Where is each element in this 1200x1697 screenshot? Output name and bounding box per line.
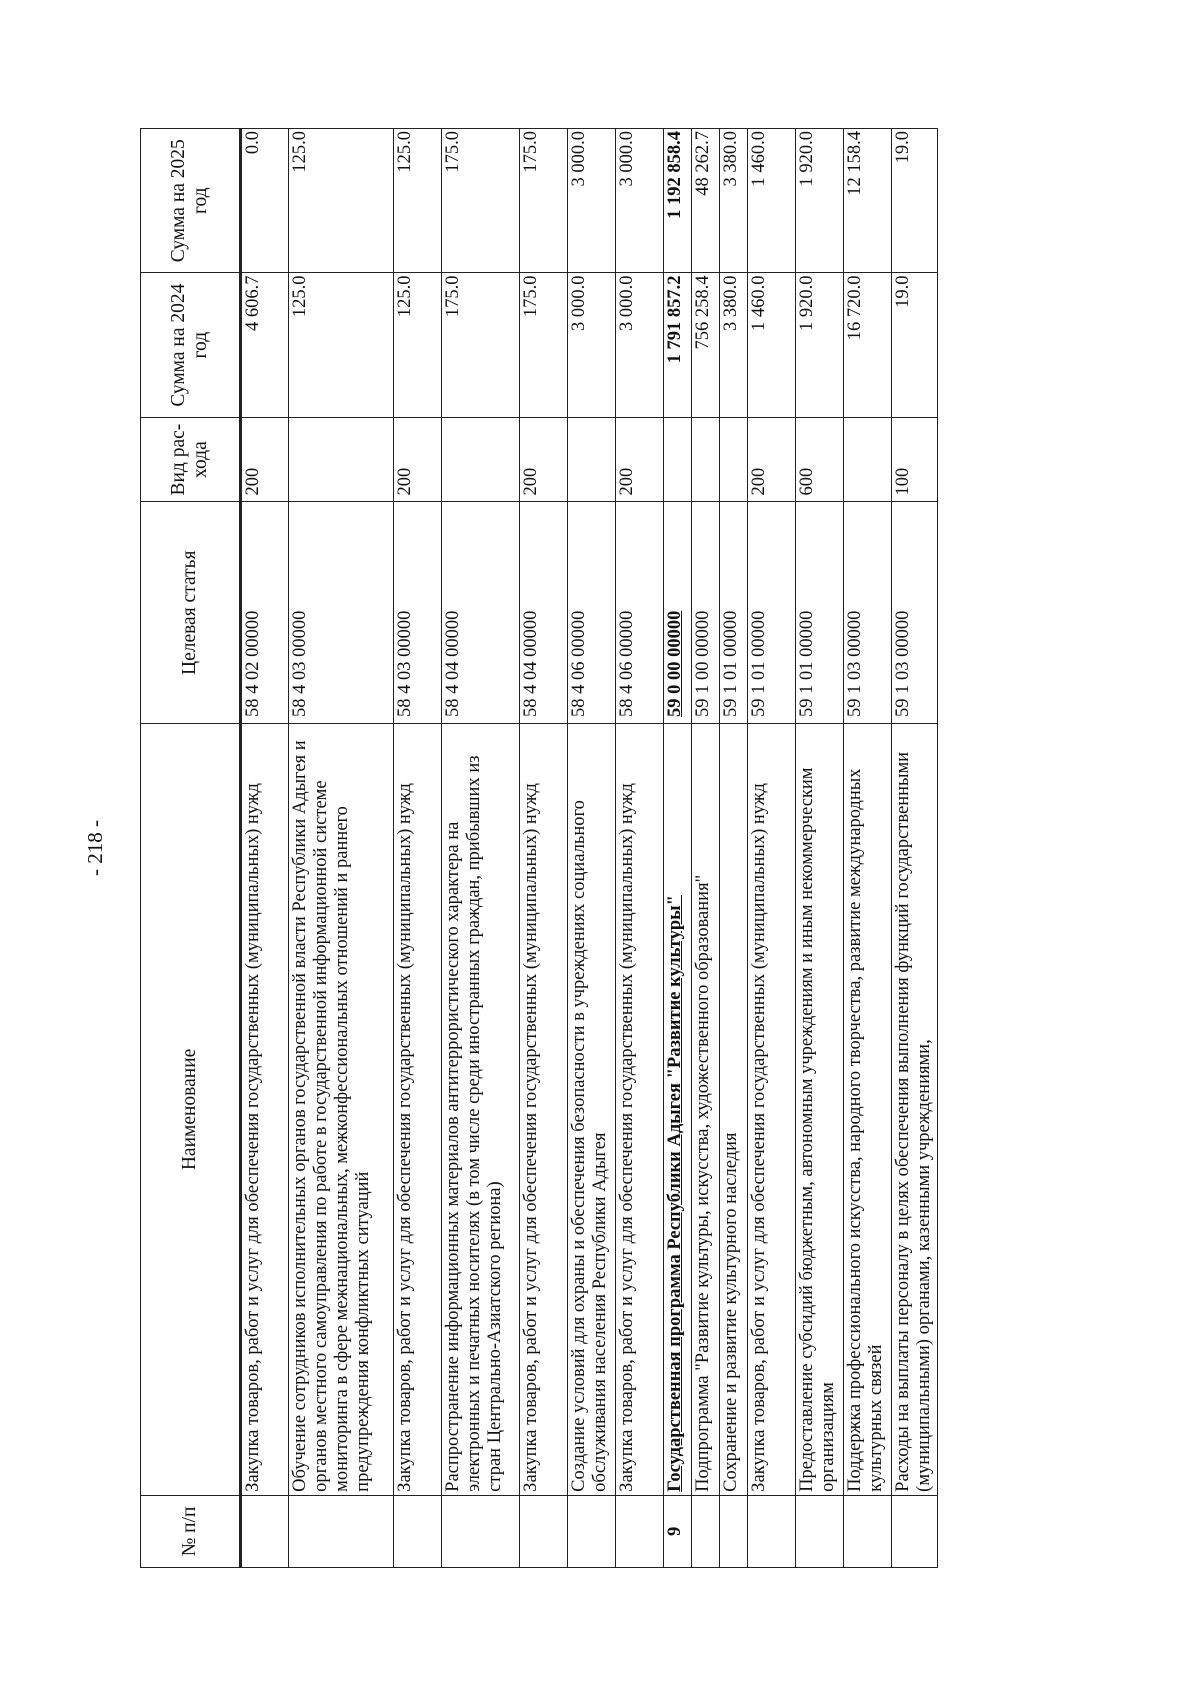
row-sum-2025: 175.0 bbox=[520, 129, 568, 273]
row-number bbox=[892, 1495, 938, 1567]
rotated-table-container bbox=[140, 128, 1066, 1568]
table-row bbox=[394, 129, 442, 1568]
row-sum-2024: 19.0 bbox=[892, 273, 938, 417]
row-sum-2025: 3 000.0 bbox=[568, 129, 616, 273]
table-row bbox=[692, 129, 720, 1568]
row-expense-type: 200 bbox=[241, 417, 289, 502]
row-name: Создание условий для охраны и обеспечения безопасности в учреждениях социального обслуживания населения Республики Адыгея bbox=[568, 724, 616, 1496]
table-row bbox=[616, 129, 664, 1568]
row-target-article: 58 4 04 00000 bbox=[442, 502, 520, 724]
row-number bbox=[442, 1495, 520, 1567]
row-expense-type: 200 bbox=[748, 417, 796, 502]
row-name: Закупка товаров, работ и услуг для обеспечения государственных (муниципальных) нужд bbox=[616, 724, 664, 1496]
row-sum-2024: 175.0 bbox=[442, 273, 520, 417]
row-sum-2025: 1 192 858.4 bbox=[664, 129, 692, 273]
row-sum-2024: 1 791 857.2 bbox=[664, 273, 692, 417]
row-sum-2024: 1 460.0 bbox=[748, 273, 796, 417]
row-number bbox=[568, 1495, 616, 1567]
row-sum-2024: 3 000.0 bbox=[616, 273, 664, 417]
header-code: Целевая статья bbox=[141, 502, 241, 724]
header-num: № п/п bbox=[141, 1495, 241, 1567]
row-expense-type bbox=[664, 417, 692, 502]
row-target-article: 59 1 01 00000 bbox=[796, 502, 844, 724]
table-row bbox=[844, 129, 892, 1568]
row-sum-2025: 19.0 bbox=[892, 129, 938, 273]
row-sum-2025: 1 920.0 bbox=[796, 129, 844, 273]
row-expense-type: 200 bbox=[394, 417, 442, 502]
row-expense-type bbox=[720, 417, 748, 502]
table-row bbox=[748, 129, 796, 1568]
table-row bbox=[568, 129, 616, 1568]
row-sum-2024: 3 000.0 bbox=[568, 273, 616, 417]
row-number bbox=[520, 1495, 568, 1567]
row-number bbox=[796, 1495, 844, 1567]
row-number bbox=[394, 1495, 442, 1567]
row-target-article: 59 1 03 00000 bbox=[892, 502, 938, 724]
row-target-article: 58 4 04 00000 bbox=[520, 502, 568, 724]
row-sum-2025: 1 460.0 bbox=[748, 129, 796, 273]
row-target-article: 58 4 03 00000 bbox=[394, 502, 442, 724]
row-sum-2025: 48 262.7 bbox=[692, 129, 720, 273]
row-name: Закупка товаров, работ и услуг для обеспечения государственных (муниципальных) нужд bbox=[241, 724, 289, 1496]
table-row bbox=[720, 129, 748, 1568]
row-name: Поддержка профессионального искусства, народного творчества, развитие международных культурных связей bbox=[844, 724, 892, 1496]
row-expense-type: 600 bbox=[796, 417, 844, 502]
header-row bbox=[141, 129, 241, 1568]
row-number: 9 bbox=[664, 1495, 692, 1567]
row-number bbox=[720, 1495, 748, 1567]
row-expense-type: 200 bbox=[520, 417, 568, 502]
header-sum-2025: Сумма на 2025 год bbox=[141, 129, 241, 273]
row-sum-2024: 4 606.7 bbox=[241, 273, 289, 417]
row-name: Обучение сотрудников исполнительных органов государственной власти Республики Адыгея и органов местного самоуправления по работе в государственной информационной системе мониторинга в сфере межнациональных, межконфессиональных отношений и раннего предупреждения конфликтных ситуаций bbox=[289, 724, 394, 1496]
budget-table bbox=[140, 128, 938, 1568]
row-sum-2024: 3 380.0 bbox=[720, 273, 748, 417]
row-sum-2025: 12 158.4 bbox=[844, 129, 892, 273]
table-row bbox=[664, 129, 692, 1568]
row-sum-2024: 125.0 bbox=[289, 273, 394, 417]
row-sum-2025: 0.0 bbox=[241, 129, 289, 273]
row-name: Сохранение и развитие культурного наследия bbox=[720, 724, 748, 1496]
table-row bbox=[892, 129, 938, 1568]
row-target-article: 59 1 03 00000 bbox=[844, 502, 892, 724]
header-name: Наименование bbox=[141, 724, 241, 1496]
header-vid: Вид рас-хода bbox=[141, 417, 241, 502]
row-expense-type bbox=[568, 417, 616, 502]
row-target-article: 58 4 06 00000 bbox=[568, 502, 616, 724]
row-target-article: 59 0 00 00000 bbox=[664, 502, 692, 724]
row-expense-type bbox=[289, 417, 394, 502]
row-sum-2024: 1 920.0 bbox=[796, 273, 844, 417]
row-name: Расходы на выплаты персоналу в целях обеспечения выполнения функций государственными (муниципальными) органами, казенными учреждениями, bbox=[892, 724, 938, 1496]
row-sum-2024: 175.0 bbox=[520, 273, 568, 417]
row-sum-2024: 756 258.4 bbox=[692, 273, 720, 417]
row-sum-2024: 16 720.0 bbox=[844, 273, 892, 417]
row-sum-2025: 125.0 bbox=[289, 129, 394, 273]
row-name: Предоставление субсидий бюджетным, автономным учреждениям и иным некоммерческим организациям bbox=[796, 724, 844, 1496]
row-sum-2025: 3 000.0 bbox=[616, 129, 664, 273]
row-expense-type bbox=[692, 417, 720, 502]
row-expense-type bbox=[442, 417, 520, 502]
row-number bbox=[844, 1495, 892, 1567]
row-name: Закупка товаров, работ и услуг для обеспечения государственных (муниципальных) нужд bbox=[748, 724, 796, 1496]
row-target-article: 59 1 01 00000 bbox=[748, 502, 796, 724]
page-number: - 218 - bbox=[83, 820, 107, 876]
table-row bbox=[442, 129, 520, 1568]
row-expense-type bbox=[844, 417, 892, 502]
row-sum-2025: 175.0 bbox=[442, 129, 520, 273]
row-number bbox=[289, 1495, 394, 1567]
row-number bbox=[748, 1495, 796, 1567]
row-number bbox=[241, 1495, 289, 1567]
row-number bbox=[616, 1495, 664, 1567]
header-sum-2024: Сумма на 2024 год bbox=[141, 273, 241, 417]
table-row bbox=[241, 129, 289, 1568]
table-row bbox=[796, 129, 844, 1568]
row-name: Закупка товаров, работ и услуг для обеспечения государственных (муниципальных) нужд bbox=[394, 724, 442, 1496]
row-name: Закупка товаров, работ и услуг для обеспечения государственных (муниципальных) нужд bbox=[520, 724, 568, 1496]
row-sum-2025: 125.0 bbox=[394, 129, 442, 273]
table-row bbox=[289, 129, 394, 1568]
row-expense-type: 100 bbox=[892, 417, 938, 502]
table-row bbox=[520, 129, 568, 1568]
table-body bbox=[241, 129, 938, 1568]
row-sum-2025: 3 380.0 bbox=[720, 129, 748, 273]
row-number bbox=[692, 1495, 720, 1567]
row-expense-type: 200 bbox=[616, 417, 664, 502]
row-name: Распространение информационных материалов антитеррористического характера на электронных и печатных носителях (в том числе среди иностранных граждан, прибывших из стран Центрально-Азиатского региона) bbox=[442, 724, 520, 1496]
row-sum-2024: 125.0 bbox=[394, 273, 442, 417]
row-target-article: 58 4 03 00000 bbox=[289, 502, 394, 724]
row-target-article: 59 1 00 00000 bbox=[692, 502, 720, 724]
row-target-article: 59 1 01 00000 bbox=[720, 502, 748, 724]
row-target-article: 58 4 02 00000 bbox=[241, 502, 289, 724]
row-target-article: 58 4 06 00000 bbox=[616, 502, 664, 724]
row-name: Государственная программа Республики Адыгея "Развитие культуры" bbox=[664, 724, 692, 1496]
row-name: Подпрограмма "Развитие культуры, искусства, художественного образования" bbox=[692, 724, 720, 1496]
